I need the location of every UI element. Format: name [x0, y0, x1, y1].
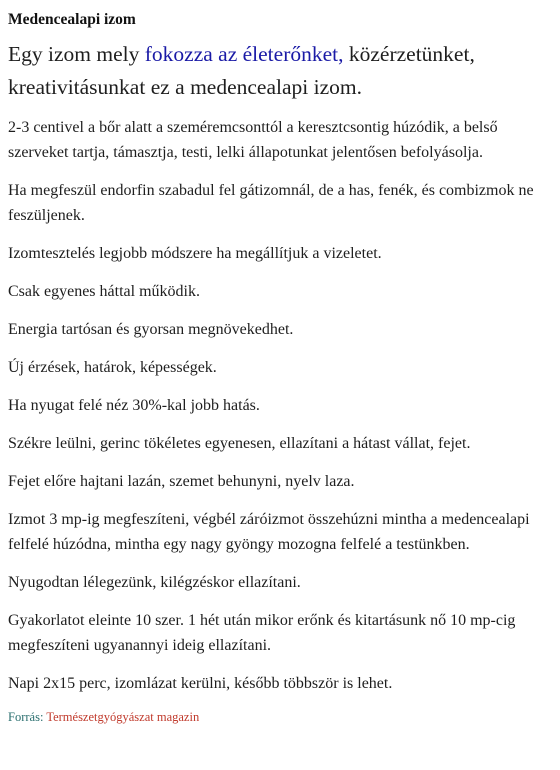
paragraph-direction: Ha nyugat felé néz 30%-kal jobb hatás. — [8, 397, 260, 414]
article-title: Medencealapi izom — [8, 11, 136, 28]
paragraph-breathing: Nyugodtan lélegezünk, kilégzéskor ellazítani. — [8, 574, 301, 591]
paragraph-posture: Csak egyenes háttal működik. — [8, 283, 200, 300]
source-label: Forrás: — [8, 710, 44, 724]
paragraph-energy: Energia tartósan és gyorsan megnövekedhet. — [8, 321, 294, 338]
paragraph-sitting: Székre leülni, gerinc tökéletes egyenesen, ellazítani a hátast vállat, fejet. — [8, 435, 471, 452]
paragraph-head: Fejet előre hajtani lazán, szemet behunyni, nyelv laza. — [8, 473, 355, 490]
lead-paragraph — [8, 38, 552, 104]
paragraph-daily: Napi 2x15 perc, izomlázat kerülni, később többször is lehet. — [8, 675, 393, 692]
lead-text-after: közérzetünket, kreativitásunkat ez a medencealapi izom. — [8, 42, 475, 99]
paragraph-endorphin: Ha megfeszül endorfin szabadul fel gátizomnál, de a has, fenék, és combizmok ne feszüljenek. — [8, 182, 534, 224]
lead-text-before: Egy izom mely — [8, 42, 145, 66]
paragraph-tension: Izmot 3 mp-ig megfeszíteni, végbél záróizmot összehúzni mintha a medencealapi felfelé húzódna, mintha egy nagy gyöngy mozogna felfelé a testünkben. — [8, 511, 530, 553]
paragraph-location: 2-3 centivel a bőr alatt a szeméremcsonttól a keresztcsontig húzódik, a belső szerveket tartja, támasztja, testi, lelki állapotunkat jelentősen befolyásolja. — [8, 119, 498, 161]
lead-link[interactable]: fokozza az életerőnket, — [144, 42, 344, 66]
source-link[interactable]: Természetgyógyászat magazin — [46, 710, 200, 724]
paragraph-practice: Gyakorlatot eleinte 10 szer. 1 hét után mikor erőnk és kitartásunk nő 10 mp-cig megfeszíteni ugyanannyi ideig ellazítani. — [8, 612, 516, 654]
source-line — [8, 709, 552, 725]
paragraph-new-feelings: Új érzések, határok, képességek. — [8, 359, 217, 376]
paragraph-test: Izomtesztelés legjobb módszere ha megállítjuk a vizeletet. — [8, 245, 382, 262]
